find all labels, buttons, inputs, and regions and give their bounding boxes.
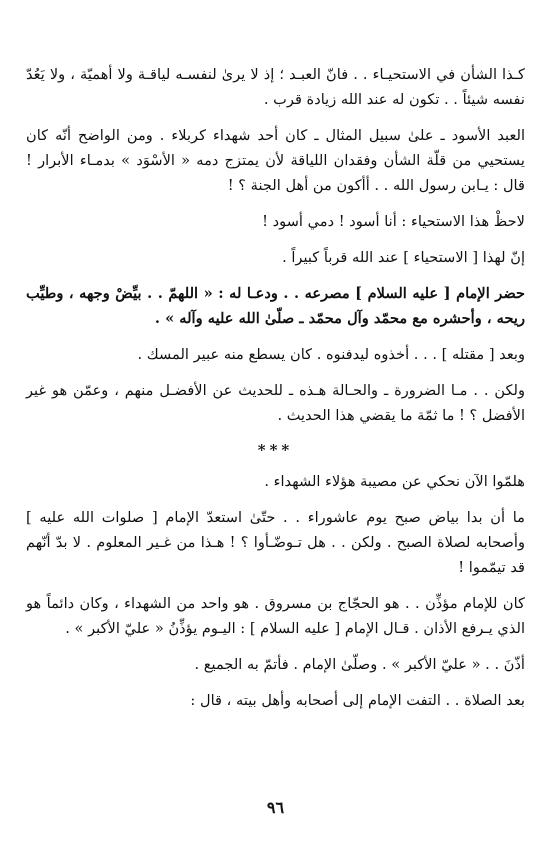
paragraph-6: وبعد [ مقتله ] . . . أخذوه ليدفنوه . كان يسطع منه عبير المسك . bbox=[137, 346, 525, 363]
paragraph-1: كـذا الشأن في الاستحيـاء . . فانّ العبـد ؛ إذ لا يرىٰ لنفسـه لياقـة ولا أهميّة ، ولا يَعُدّ نفسه شيئاً . . تكون له عند الله زيادة قرب . bbox=[26, 66, 525, 108]
paragraph-4: إنّ لهذا [ الاستحياء ] عند الله قرباً كبيراً . bbox=[282, 249, 525, 266]
paragraph-3: لاحظْ هذا الاستحياء : أنا أسود ! دمي أسود ! bbox=[262, 213, 525, 230]
paragraph-2: العبد الأسود ـ علىٰ سبيل المثال ـ كان أحد شهداء كربلاء . ومن الواضح أنّه كان يستحيي من قلّة الشأن وفقدان اللياقة لأن يمتزج دمه « الأسْوَد » بدمـاء الأبرار ! قال : يـابن رسول الله . . أأكون من أهل الجنة ؟ ! bbox=[26, 127, 525, 194]
paragraph-11: أذّنَ . . « عليّ الأكبر » . وصلّىٰ الإمام . فأتمّ به الجميع . bbox=[194, 656, 525, 673]
page-number: ٩٦ bbox=[266, 798, 285, 817]
page-body bbox=[26, 62, 525, 724]
paragraph-5: حضر الإمام [ عليه السلام ] مصرعه . . ودعـا له : « اللهمّ . . بيِّضْ وجهه ، وطيِّب ريحه ، وأحشره مع محمّد وآل محمّد ـ صلّىٰ الله عليه وآله » . bbox=[26, 285, 525, 327]
paragraph-7: ولكن . . مـا الضرورة ـ والحـالة هـذه ـ للحديث عن الأفضـل منهم ، وعمّن هو غير الأفضل ؟ ! ما ثمّة ما يقضي هذا الحديث . bbox=[26, 382, 525, 424]
paragraph-8: هلمّوا الآن نحكي عن مصيبة هؤلاء الشهداء . bbox=[264, 473, 525, 490]
paragraph-9: ما أن بدا بياض صبح يوم عاشوراء . . حتّىٰ استعدّ الإمام [ صلوات الله عليه ] وأصحابه لصلاة الصبح . ولكن . . هل تـوضّـأوا ؟ ! هـذا من غـير المعلوم . لا بدّ أنّهم قد تيمّموا ! bbox=[26, 509, 525, 576]
paragraph-12: بعد الصلاة . . التفت الإمام إلى أصحابه وأهل بيته ، قال : bbox=[190, 692, 525, 709]
section-separator: *** bbox=[257, 441, 294, 459]
paragraph-10: كان للإمام مؤذِّن . . هو الحجّاج بن مسروق . هو واحد من الشهداء ، وكان دائماً هو الذي يـرفع الأذان . قـال الإمام [ عليه السلام ] : اليـوم يؤذِّنُ « عليّ الأكبر » . bbox=[26, 595, 525, 637]
